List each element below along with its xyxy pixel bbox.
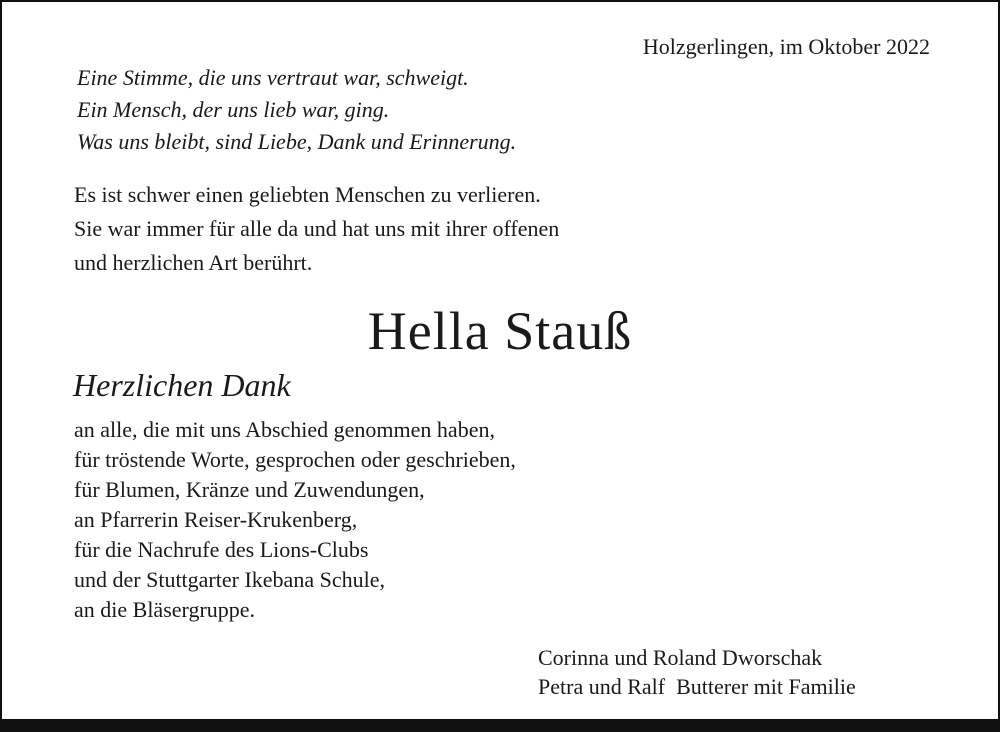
intro-line: Es ist schwer einen geliebten Menschen zu verlieren. xyxy=(74,182,541,207)
poem-line: Was uns bleibt, sind Liebe, Dank und Erinnerung. xyxy=(77,129,517,154)
place-date: Holzgerlingen, im Oktober 2022 xyxy=(642,34,930,59)
intro-line: und herzlichen Art berührt. xyxy=(74,250,313,275)
thanks-list xyxy=(74,415,516,625)
thanks-line: an alle, die mit uns Abschied genommen haben, xyxy=(74,417,495,442)
thanks-line: für tröstende Worte, gesprochen oder geschrieben, xyxy=(74,447,516,472)
poem-line: Eine Stimme, die uns vertraut war, schweigt. xyxy=(77,65,469,90)
poem-line: Ein Mensch, der uns lieb war, ging. xyxy=(77,97,390,122)
thanks-line: und der Stuttgarter Ikebana Schule, xyxy=(74,567,385,592)
thanks-line: für die Nachrufe des Lions-Clubs xyxy=(74,537,369,562)
thanks-line: für Blumen, Kränze und Zuwendungen, xyxy=(74,477,425,502)
intro-text xyxy=(74,178,559,280)
poem xyxy=(77,62,516,158)
thanks-line: an die Bläsergruppe. xyxy=(74,597,256,622)
signature-line: Petra und Ralf Butterer mit Familie xyxy=(538,674,856,699)
thanks-heading: Herzlichen Dank xyxy=(73,367,291,403)
deceased-name: Hella Stauß xyxy=(367,301,633,361)
signatures xyxy=(538,643,856,701)
signature-line: Corinna und Roland Dworschak xyxy=(538,645,823,670)
thanks-line: an Pfarrerin Reiser-Krukenberg, xyxy=(74,507,358,532)
intro-line: Sie war immer für alle da und hat uns mit ihrer offenen xyxy=(74,216,560,241)
